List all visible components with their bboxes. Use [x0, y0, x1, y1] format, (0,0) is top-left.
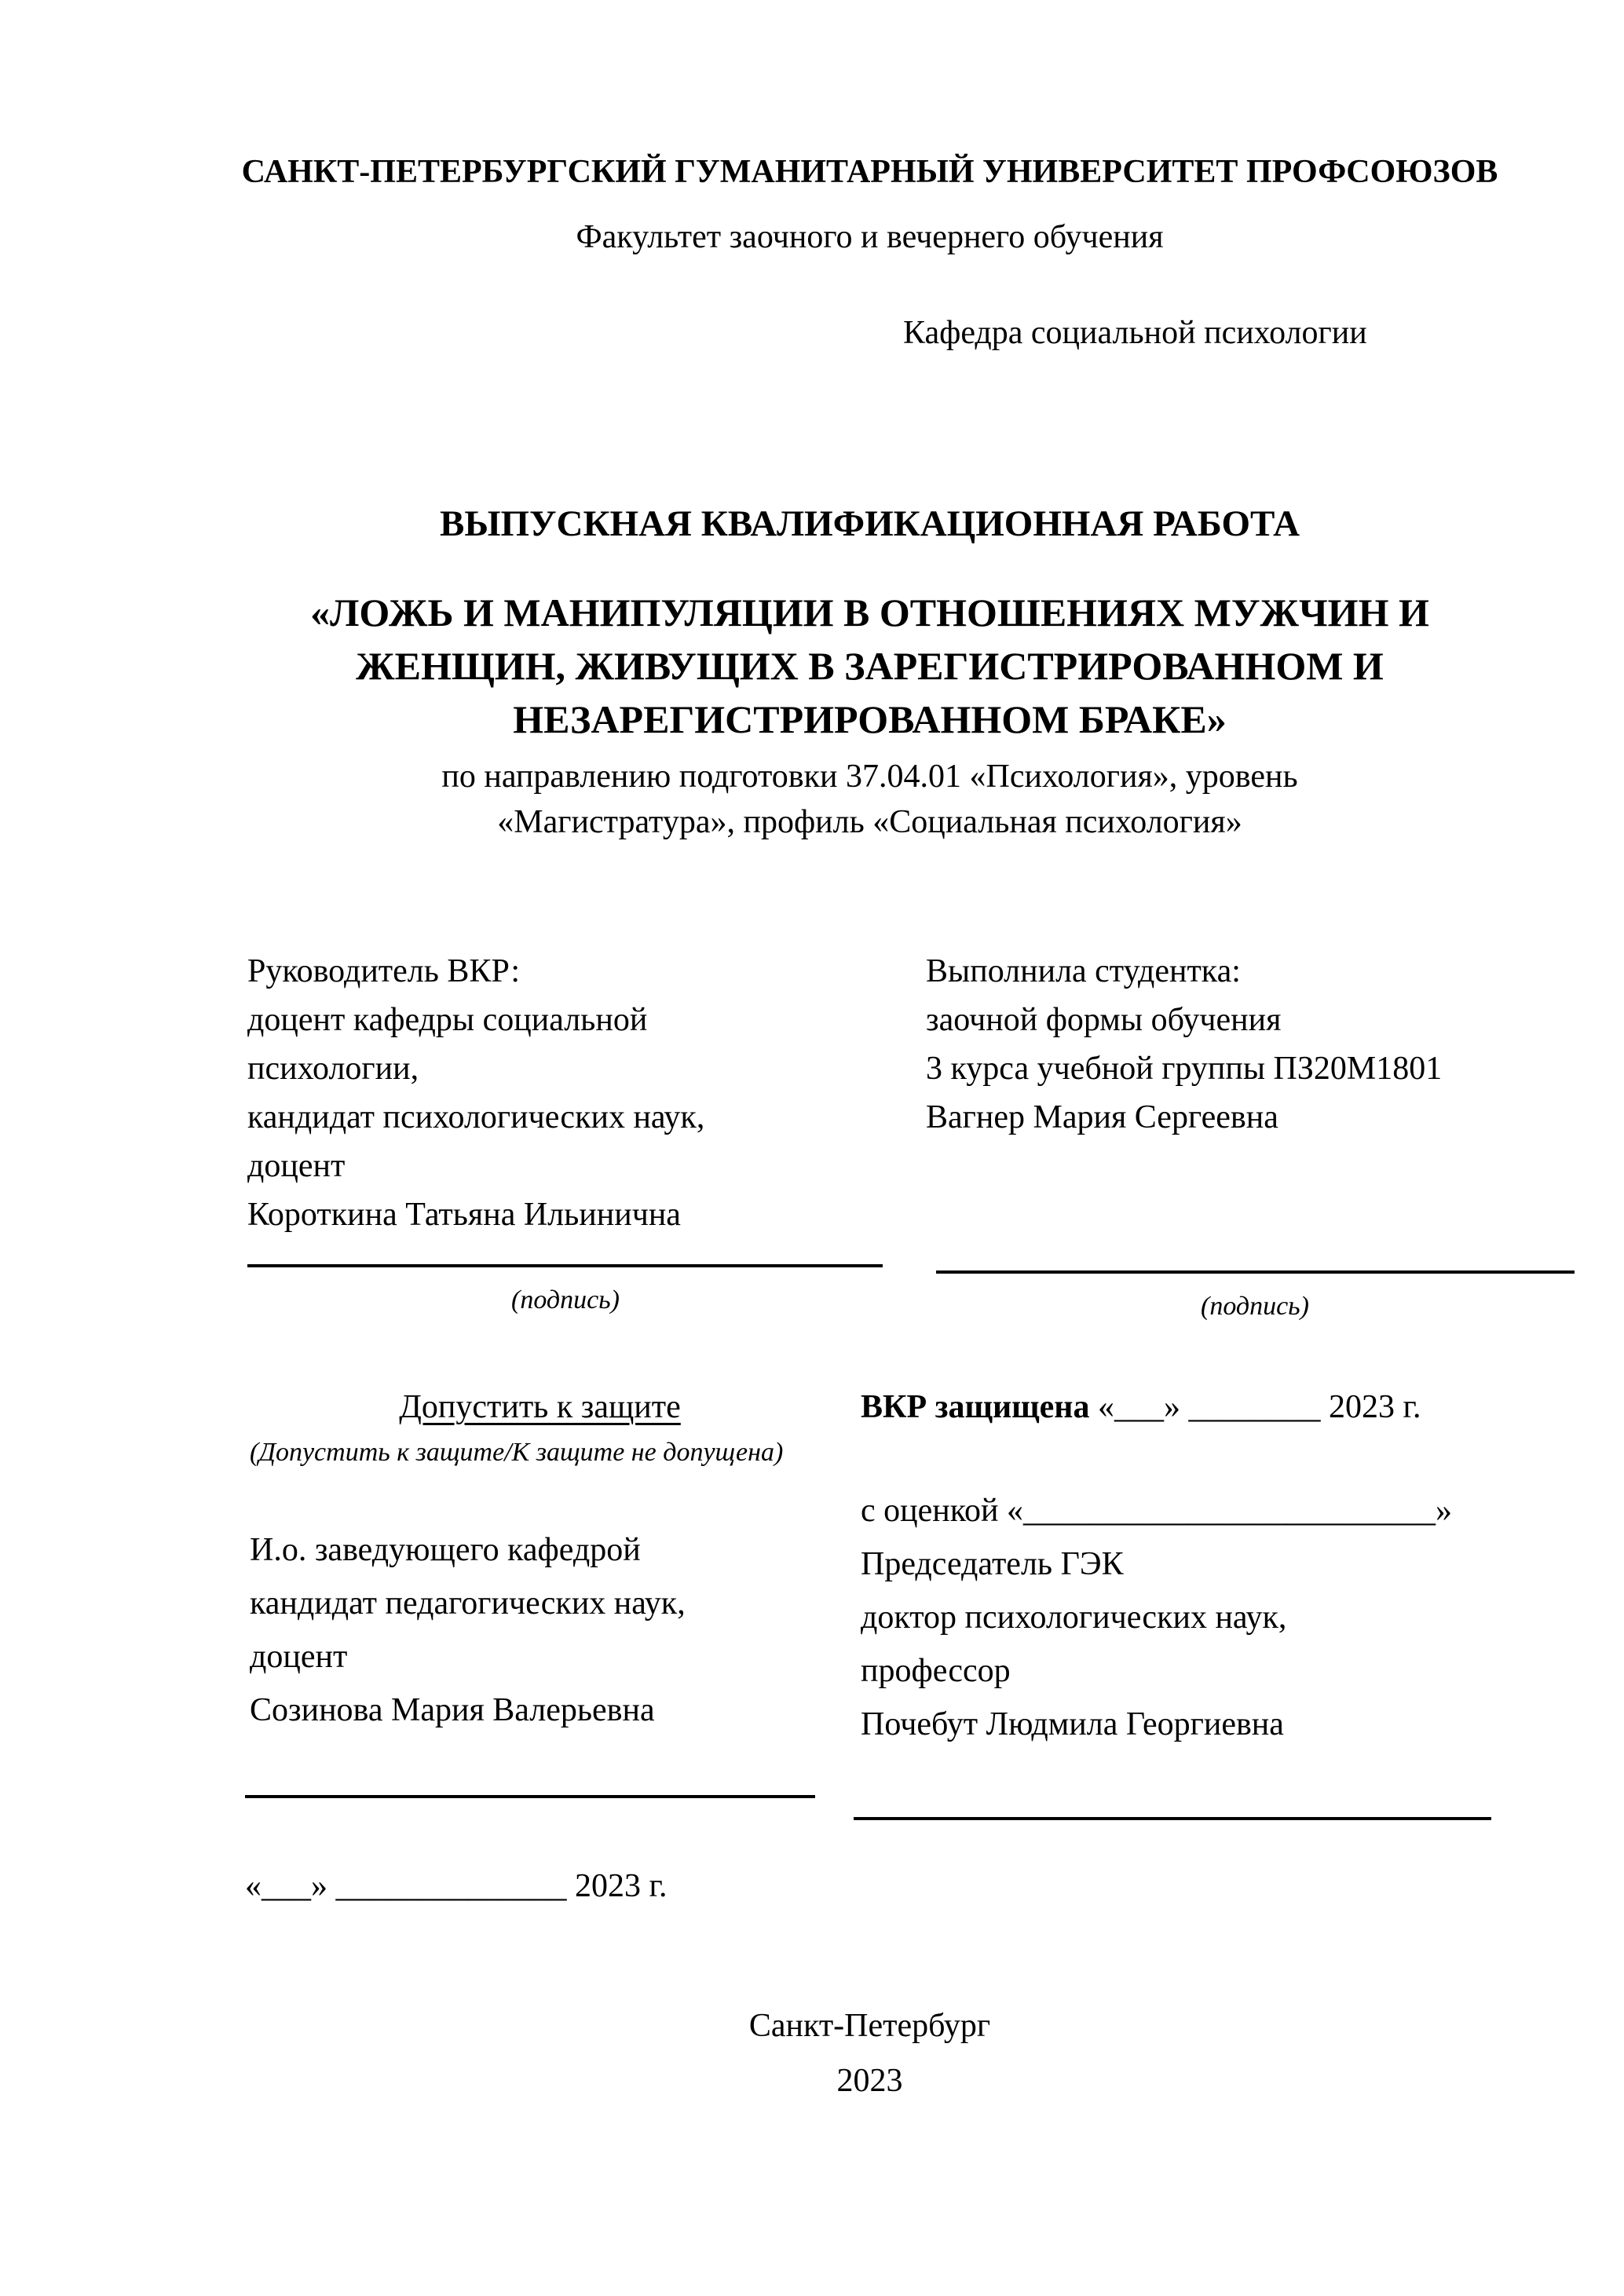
admission-date-line: «___» ______________ 2023 г. [245, 1868, 668, 1904]
defense-defended-line [861, 1388, 1421, 1426]
admission-line: И.о. заведующего кафедрой [250, 1532, 641, 1568]
defense-line: профессор [861, 1653, 1011, 1689]
thesis-title-line-3: НЕЗАРЕГИСТРИРОВАННОМ БРАКЕ» [513, 697, 1227, 741]
student-line: заочной формы обучения [926, 1002, 1282, 1038]
admission-note: (Допустить к защите/К защите не допущена) [250, 1438, 784, 1467]
defense-signature-line [854, 1817, 1491, 1820]
defense-line: Председатель ГЭК [861, 1546, 1124, 1582]
supervisor-line: кандидат психологических наук, [247, 1099, 705, 1135]
defense-defended-date: «___» ________ 2023 г. [1097, 1389, 1421, 1425]
defense-line: доктор психологических наук, [861, 1600, 1287, 1636]
defense-grade-line: с оценкой «_________________________» [861, 1493, 1452, 1529]
supervisor-name: Короткина Татьяна Ильинична [247, 1197, 681, 1233]
student-signature-caption: (подпись) [1201, 1292, 1309, 1321]
student-line: 3 курса учебной группы ПЗ20М1801 [926, 1051, 1443, 1087]
footer-city: Санкт-Петербург [748, 2008, 991, 2044]
admission-heading: Допустить к защите [399, 1389, 681, 1425]
university-name: САНКТ-ПЕТЕРБУРГСКИЙ ГУМАНИТАРНЫЙ УНИВЕРСИТЕТ ПРОФСОЮЗОВ [241, 154, 1498, 190]
department-name: Кафедра социальной психологии [903, 315, 1367, 351]
thesis-title-line-1: «ЛОЖЬ И МАНИПУЛЯЦИИ В ОТНОШЕНИЯХ МУЖЧИН И [310, 590, 1429, 634]
footer-year: 2023 [836, 2063, 903, 2099]
student-name: Вагнер Мария Сергеевна [926, 1099, 1278, 1135]
direction-line-1: по направлению подготовки 37.04.01 «Психология», уровень [441, 759, 1298, 795]
supervisor-signature-line [247, 1264, 883, 1267]
supervisor-line: доцент кафедры социальной [247, 1002, 648, 1038]
supervisor-signature-caption: (подпись) [511, 1285, 620, 1314]
admission-line: доцент [250, 1639, 348, 1675]
work-type-heading: ВЫПУСКНАЯ КВАЛИФИКАЦИОННАЯ РАБОТА [439, 503, 1300, 544]
admission-signature-line [245, 1795, 815, 1798]
supervisor-line: доцент [247, 1148, 346, 1184]
supervisor-line: психологии, [247, 1051, 419, 1087]
student-role-label: Выполнила студентка: [926, 953, 1241, 989]
defense-defended-label: ВКР защищена [861, 1389, 1090, 1425]
thesis-title-line-2: ЖЕНЩИН, ЖИВУЩИХ В ЗАРЕГИСТРИРОВАННОМ И [356, 644, 1384, 688]
faculty-name: Факультет заочного и вечернего обучения [576, 219, 1164, 255]
defense-chair-name: Почебут Людмила Георгиевна [861, 1706, 1284, 1742]
supervisor-role-label: Руководитель ВКР: [247, 953, 521, 989]
direction-line-2: «Магистратура», профиль «Социальная психология» [497, 804, 1242, 840]
admission-line: кандидат педагогических наук, [250, 1585, 686, 1621]
student-signature-line [936, 1270, 1575, 1274]
admission-signatory-name: Созинова Мария Валерьевна [250, 1692, 655, 1728]
